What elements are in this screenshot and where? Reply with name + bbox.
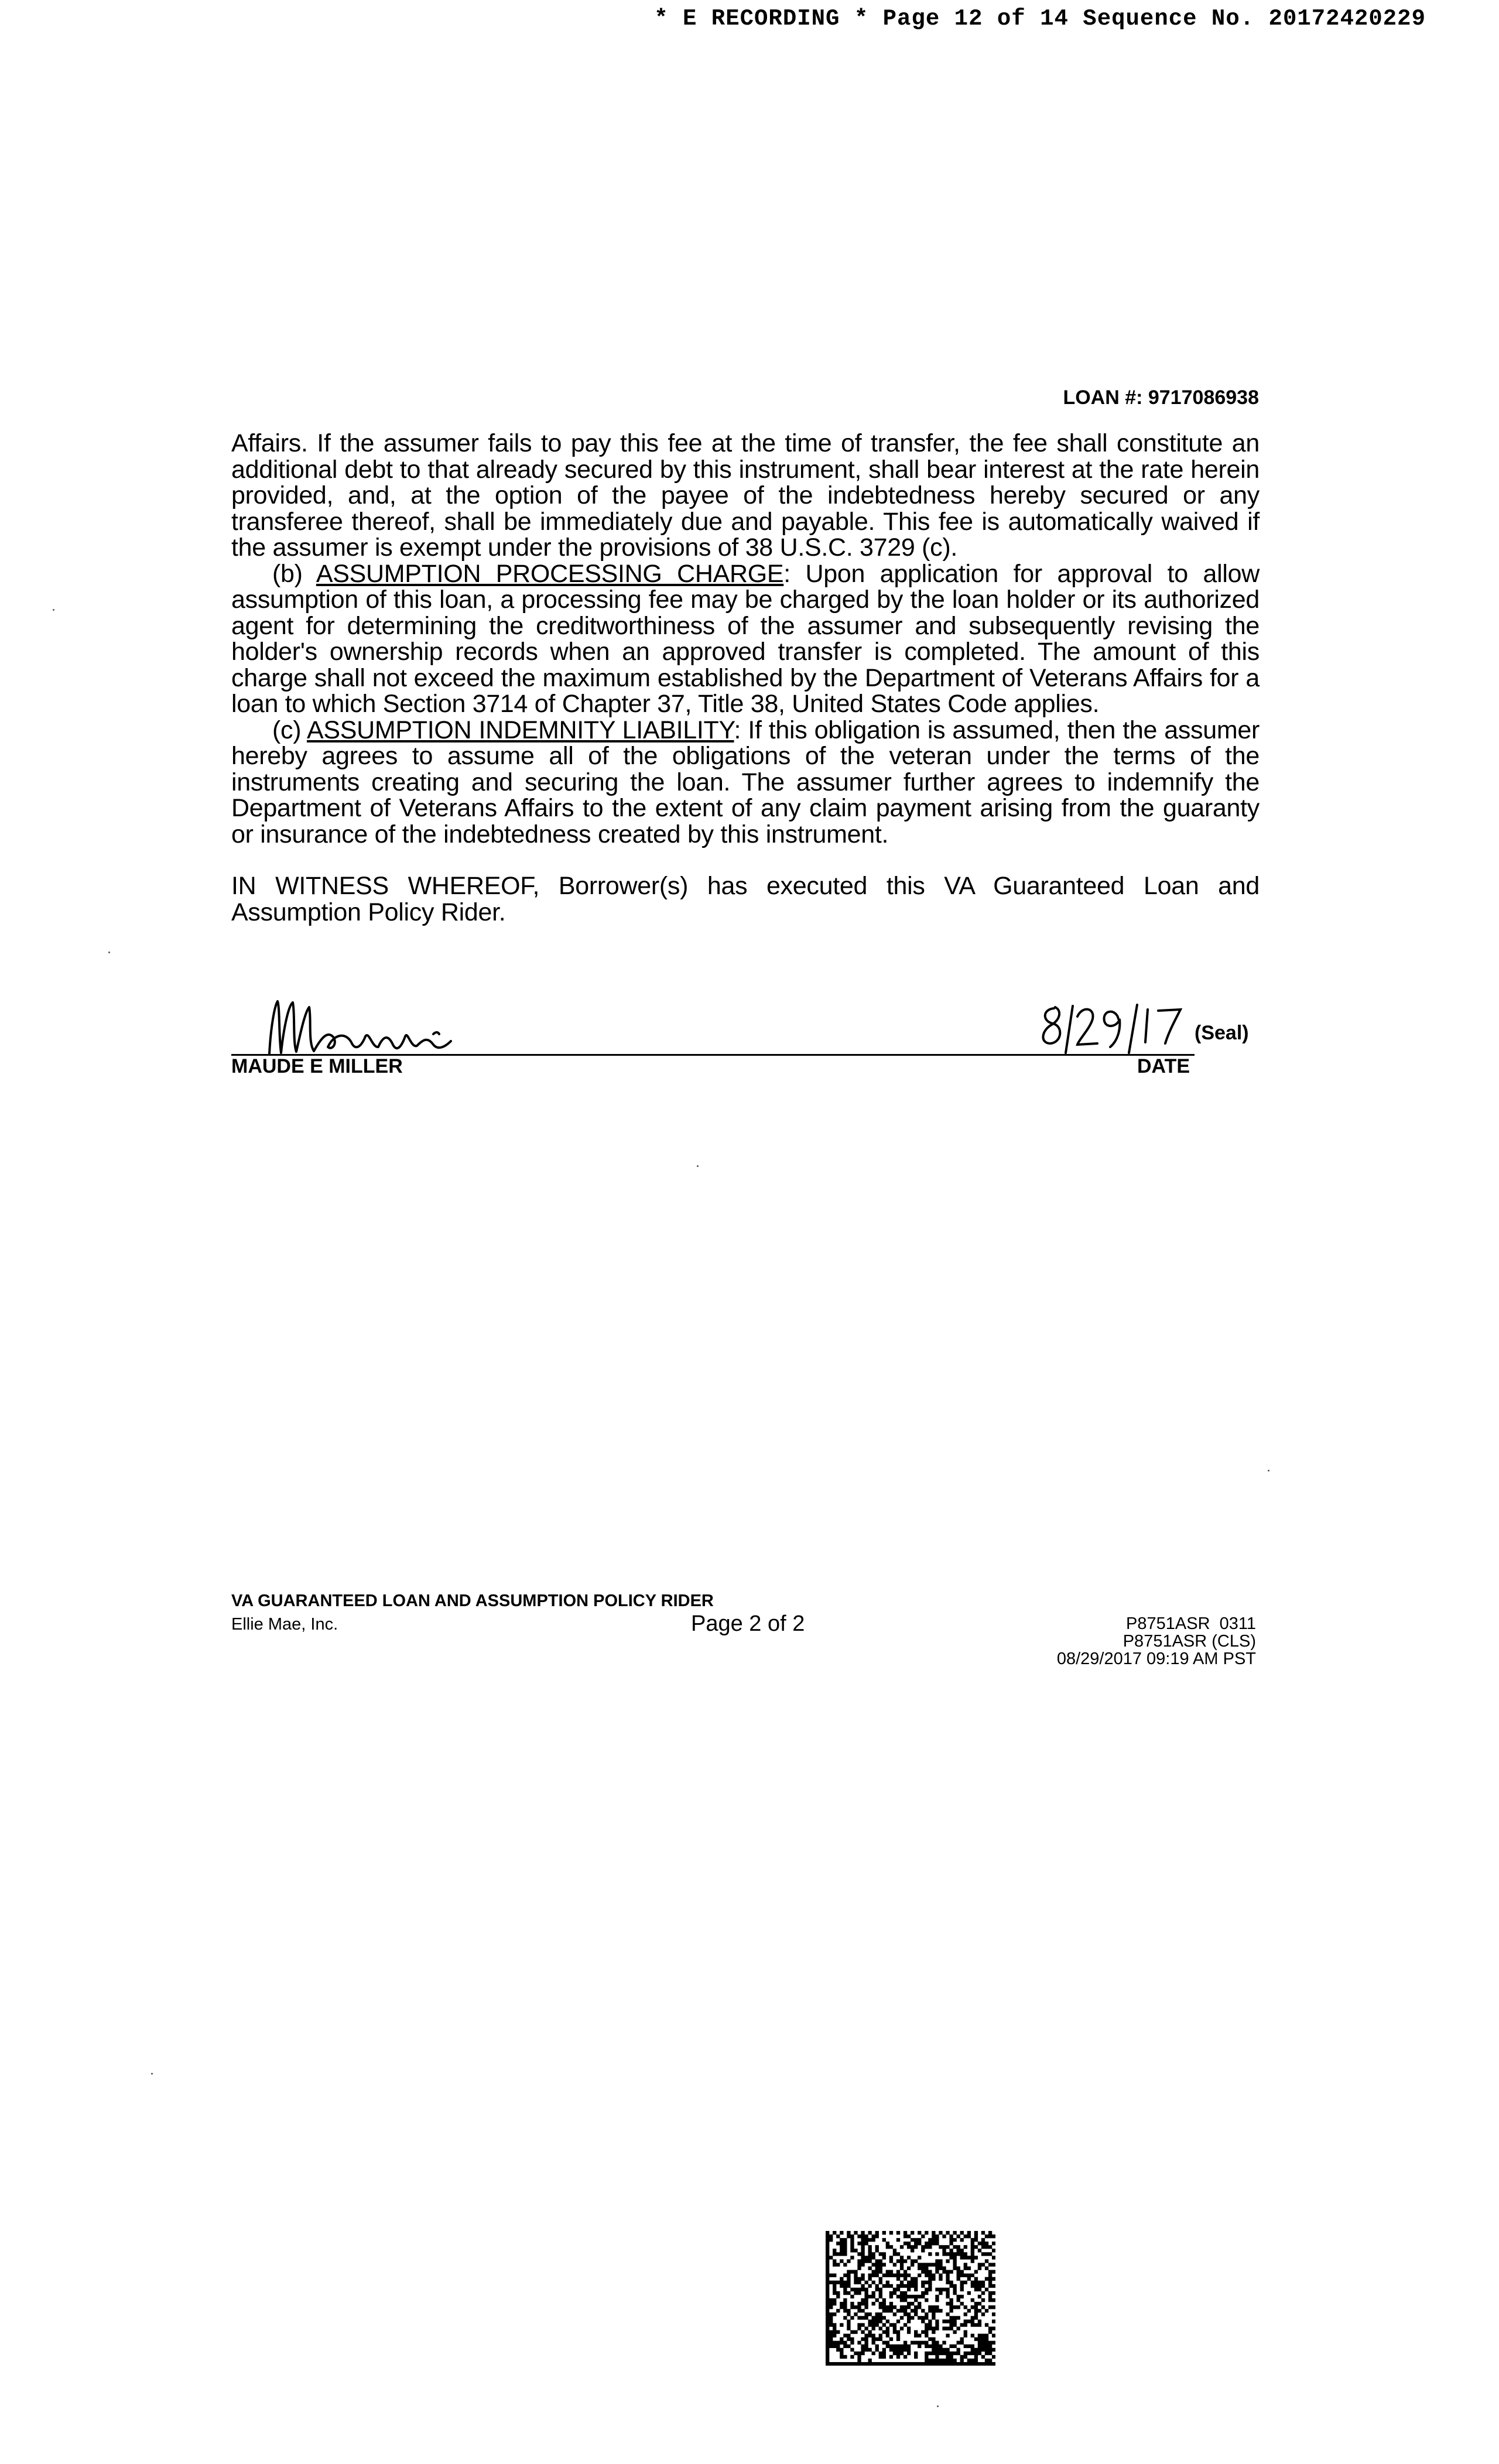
rider-body	[231, 430, 1260, 925]
paragraph-b-text: : Upon application for approval to allow assumption of this loan, a processing fee may be charged by the loan holder or its authorized agent for determining the creditworthiness of the assumer and subsequently revising the holder's ownership records when an approved transfer is completed. The amount of this charge shall not exceed the maximum established by the Department of Veterans Affairs for a loan to which Section 3714 of Chapter 37, Title 38, United States Code applies.	[231, 559, 1260, 718]
footer-company: Ellie Mae, Inc.	[231, 1615, 338, 1634]
paragraph-c-heading: ASSUMPTION INDEMNITY LIABILITY	[307, 716, 734, 744]
loan-number: LOAN #: 9717086938	[1063, 386, 1259, 409]
form-code-1: P8751ASR 0311	[1126, 1614, 1256, 1633]
witness-clause: IN WITNESS WHEREOF, Borrower(s) has executed this VA Guaranteed Loan and Assumption Policy Rider.	[231, 872, 1260, 926]
scan-speck	[937, 2405, 939, 2407]
print-timestamp: 08/29/2017 09:19 AM PST	[1056, 1649, 1256, 1668]
signature-image	[258, 995, 480, 1060]
scan-speck	[53, 609, 54, 611]
paragraph-continued: Affairs. If the assumer fails to pay this fee at the time of transfer, the fee shall constitute an additional debt to that already secured by this instrument, shall bear interest at the rate herein provided, and, at the option of the payee of the indebtedness hereby secured or any transferee thereof, shall be immediately due and payable. This fee is automatically waived if the assumer is exempt under the provisions of 38 U.S.C. 3729 (c).	[231, 429, 1260, 562]
signer-name: MAUDE E MILLER	[231, 1055, 403, 1077]
date-label: DATE	[1137, 1055, 1190, 1077]
paragraph-c-text: : If this obligation is assumed, then the assumer hereby agrees to assume all of the obligations of the veteran under the terms of the instruments creating and securing the loan. The assumer further agrees to indemnify the Department of Veterans Affairs to the extent of any claim payment arising from the guaranty or insurance of the indebtedness created by this instrument.	[231, 716, 1260, 848]
paragraph-b-prefix: (b)	[272, 559, 316, 588]
paragraph-b-heading: ASSUMPTION PROCESSING CHARGE	[316, 559, 784, 588]
footer-form-title: VA GUARANTEED LOAN AND ASSUMPTION POLICY RIDER	[231, 1592, 714, 1610]
scan-speck	[1268, 1470, 1269, 1471]
scan-speck	[108, 952, 110, 953]
footer-form-codes	[1057, 1615, 1256, 1668]
2d-barcode	[826, 2231, 995, 2366]
seal-label: (Seal)	[1195, 1022, 1249, 1044]
paragraph-c	[231, 717, 1260, 848]
form-code-2: P8751ASR (CLS)	[1122, 1632, 1256, 1651]
scan-speck	[151, 2073, 153, 2075]
handwritten-date	[1036, 1001, 1195, 1054]
footer-page-number: Page 2 of 2	[691, 1611, 805, 1636]
scan-speck	[697, 1165, 699, 1167]
paragraph-b	[231, 561, 1260, 717]
paragraph-c-prefix: (c)	[272, 716, 307, 744]
recording-stamp: * E RECORDING * Page 12 of 14 Sequence No. 20172420229	[654, 6, 1426, 32]
